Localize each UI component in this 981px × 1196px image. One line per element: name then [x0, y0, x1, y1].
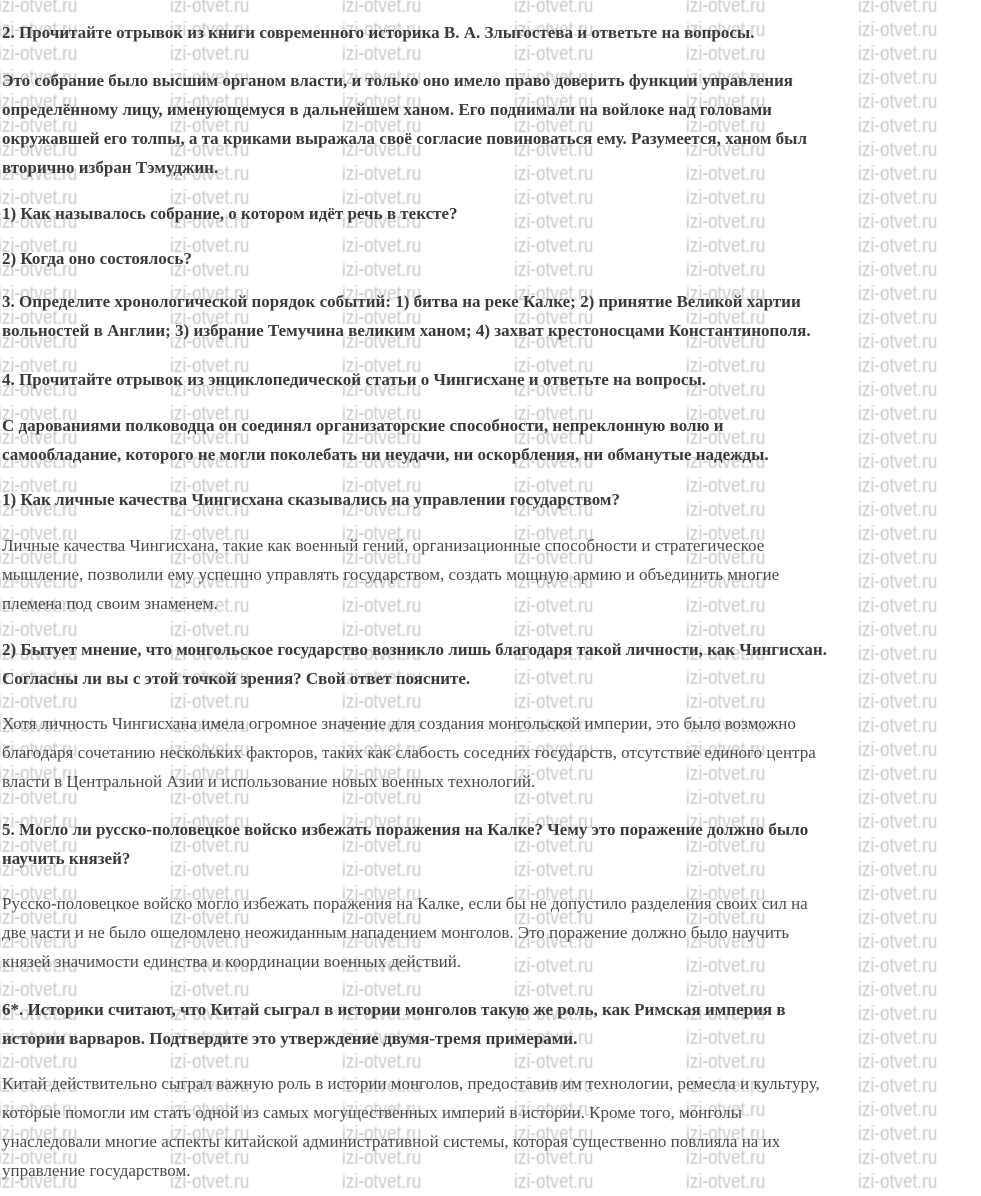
- answer-paragraph: [2, 1069, 820, 1185]
- text-line: 2) Бытует мнение, что монгольское государство возникло лишь благодаря такой личности, как Чингисхан.: [2, 640, 827, 659]
- text-line: благодаря сочетанию нескольких факторов, таких как слабость соседних государств, отсутствие единого центра: [2, 743, 816, 762]
- text-line: С дарованиями полководца он соединял организаторские способности, непреклонную волю и: [2, 416, 724, 435]
- text-line: 4. Прочитайте отрывок из энциклопедической статьи о Чингисхане и ответьте на вопросы.: [2, 370, 706, 389]
- text-line: унаследовали многие аспекты китайской административной системы, которая существенно повлияла на их: [2, 1132, 781, 1151]
- text-line: определённому лицу, именующемуся в дальнейшем ханом. Его поднимали на войлоке над головами: [2, 100, 772, 119]
- text-line: две части и не было ошеломлено неожиданным нападением монголов. Это поражение должно было научить: [2, 923, 790, 942]
- question-paragraph: [2, 244, 192, 273]
- text-line: Китай действительно сыграл важную роль в истории монголов, предоставив им технологии, ремесла и культуру,: [2, 1074, 820, 1093]
- text-line: власти в Центральной Азии и использование новых военных технологий.: [2, 772, 536, 791]
- text-line: Согласны ли вы с этой точкой зрения? Свой ответ поясните.: [2, 669, 471, 688]
- question-paragraph: [2, 287, 811, 345]
- text-line: научить князей?: [2, 849, 131, 868]
- text-line: 1) Как личные качества Чингисхана сказывались на управлении государством?: [2, 490, 621, 509]
- text-line: 2. Прочитайте отрывок из книги современного историка В. А. Злыгостева и ответьте на вопросы.: [2, 23, 755, 42]
- text-line: 3. Определите хронологической порядок событий: 1) битва на реке Калке; 2) принятие Великой хартии: [2, 292, 801, 311]
- answer-paragraph: [2, 889, 808, 976]
- answer-paragraph: [2, 709, 816, 796]
- question-paragraph: [2, 485, 620, 514]
- text-line: князей значимости единства и координации военных действий.: [2, 952, 462, 971]
- question-paragraph: [2, 815, 808, 873]
- question-paragraph: [2, 411, 769, 469]
- text-line: истории варваров. Подтвердите это утверждение двумя-тремя примерами.: [2, 1029, 578, 1048]
- question-paragraph: [2, 995, 786, 1053]
- text-line: мышление, позволили ему успешно управлять государством, создать мощную армию и объединить многие: [2, 565, 780, 584]
- text-line: племена под своим знаменем.: [2, 594, 218, 613]
- text-line: Это собрание было высшим органом власти, и только оно имело право доверить функции управления: [2, 71, 793, 90]
- text-line: 2) Когда оно состоялось?: [2, 249, 192, 268]
- text-line: Личные качества Чингисхана, такие как военный гений, организационные способности и стратегическое: [2, 536, 765, 555]
- text-line: 1) Как называлось собрание, о котором идёт речь в тексте?: [2, 204, 458, 223]
- text-line: 5. Могло ли русско-половецкое войско избежать поражения на Калке? Чему это поражение должно было: [2, 820, 809, 839]
- text-line: вторично избран Тэмуджин.: [2, 158, 219, 177]
- question-paragraph: [2, 199, 458, 228]
- text-line: вольностей в Англии; 3) избрание Темучина великим ханом; 4) захват крестоносцами Константинополя.: [2, 321, 811, 340]
- answer-paragraph: [2, 531, 779, 618]
- question-paragraph: [2, 66, 807, 182]
- text-line: 6*. Историки считают, что Китай сыграл в истории монголов такую же роль, как Римская империя в: [2, 1000, 786, 1019]
- text-line: которые помогли им стать одной из самых могущественных империй в истории. Кроме того, монголы: [2, 1103, 743, 1122]
- question-paragraph: [2, 635, 827, 693]
- text-line: Русско-половецкое войско могло избежать поражения на Калке, если бы не допустило разделения своих сил на: [2, 894, 808, 913]
- question-paragraph: [2, 365, 706, 394]
- text-line: Хотя личность Чингисхана имела огромное значение для создания монгольской империи, это было возможно: [2, 714, 796, 733]
- text-line: самообладание, которого не могли поколебать ни неудачи, ни оскорбления, ни обманутые надежды.: [2, 445, 769, 464]
- question-paragraph: [2, 18, 754, 47]
- text-line: окружавшей его толпы, а та криками выражала своё согласие повиноваться ему. Разумеется, ханом был: [2, 129, 807, 148]
- text-line: управление государством.: [2, 1161, 191, 1180]
